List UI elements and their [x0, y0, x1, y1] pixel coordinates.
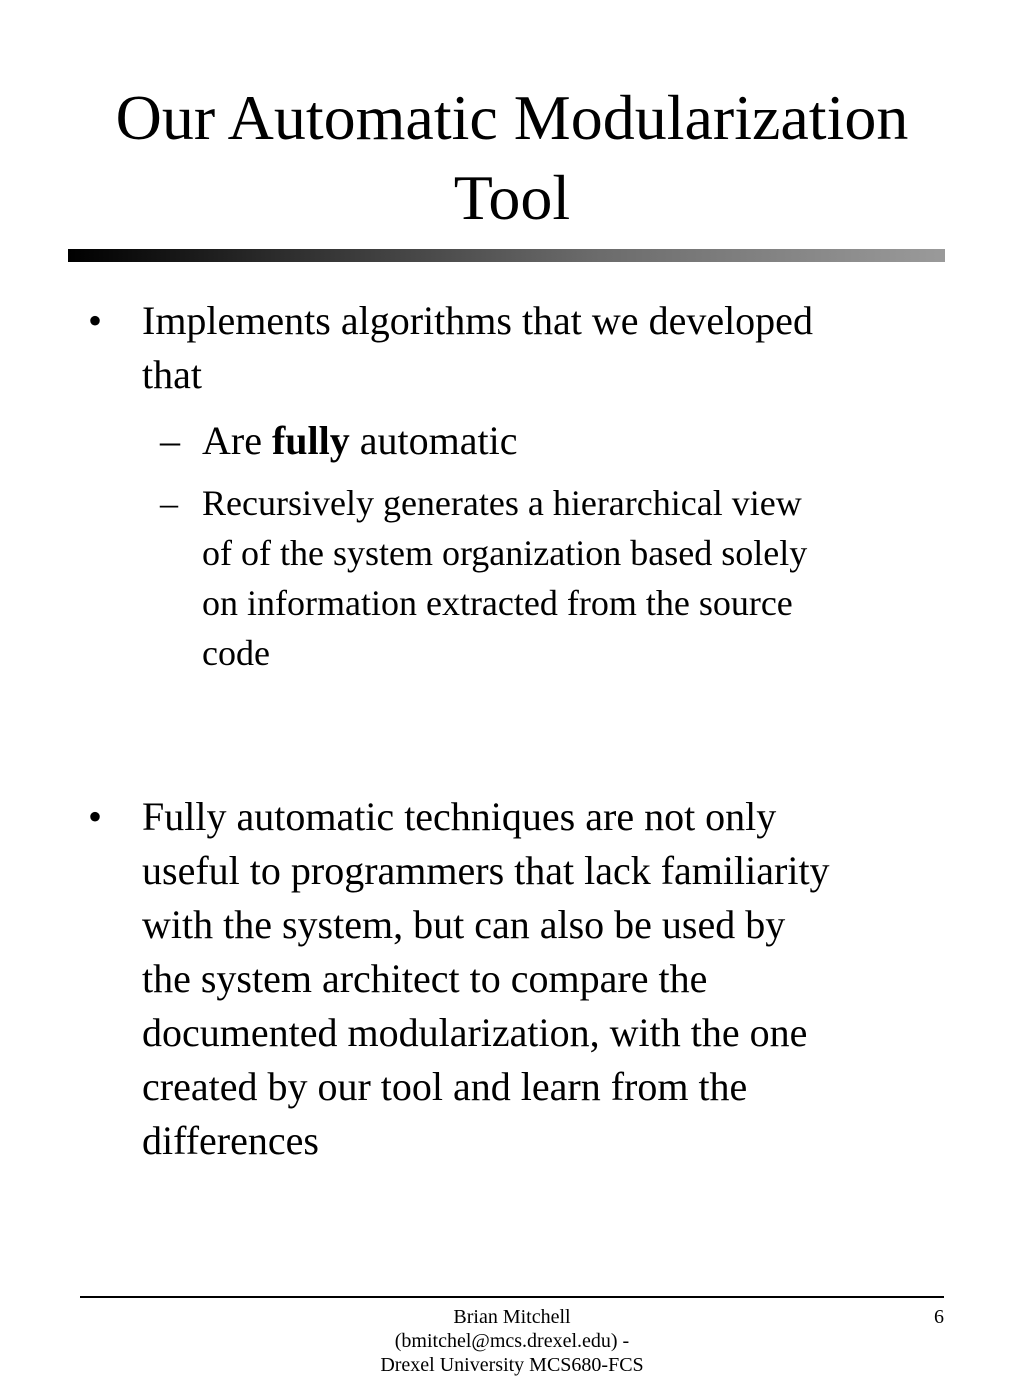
bullet-line: with the system, but can also be used by — [142, 902, 786, 947]
bullet-line: the system architect to compare the — [142, 956, 708, 1001]
slide-title-line-1: Our Automatic Modularization — [115, 82, 909, 153]
bullet-text — [142, 294, 813, 402]
sub-bullet-text-after: automatic — [349, 418, 518, 463]
sub-bullet-line: of of the system organization based solely — [202, 533, 808, 573]
bullet-marker: • — [88, 794, 103, 839]
bullet-text — [142, 790, 830, 1168]
bullet-line: useful to programmers that lack familiarity — [142, 848, 830, 893]
sub-bullet-text — [202, 414, 517, 468]
sub-bullet-text — [202, 478, 807, 678]
bullet-line: documented modularization, with the one — [142, 1010, 808, 1055]
footer-author-name: Brian Mitchell — [453, 1306, 571, 1328]
bullet-marker: • — [88, 298, 103, 343]
bullet-line: differences — [142, 1118, 319, 1163]
sub-bullet-marker: – — [160, 418, 180, 463]
sub-bullet-line: on information extracted from the source — [202, 583, 793, 623]
sub-bullet-text-before: Are — [202, 418, 272, 463]
sub-bullet-line: Recursively generates a hierarchical view — [202, 483, 802, 523]
bullet-line: that — [142, 352, 202, 397]
sub-bullet-emphasis: fully — [271, 418, 350, 463]
footer-author-email: (bmitchel@mcs.drexel.edu) - — [394, 1330, 630, 1352]
footer-author — [330, 1305, 694, 1377]
bullet-line: created by our tool and learn from the — [142, 1064, 748, 1109]
slide-title — [40, 78, 984, 238]
bullet-line: Fully automatic techniques are not only — [142, 794, 777, 839]
footer-author-affiliation: Drexel University MCS680-FCS — [380, 1354, 644, 1376]
sub-bullet-line: code — [202, 633, 270, 673]
footer-divider — [80, 1296, 944, 1298]
page-number: 6 — [934, 1306, 944, 1328]
title-divider — [68, 249, 945, 262]
bullet-line: Implements algorithms that we developed — [142, 298, 813, 343]
sub-bullet-marker: – — [160, 483, 178, 523]
slide-title-line-2: Tool — [453, 162, 571, 233]
